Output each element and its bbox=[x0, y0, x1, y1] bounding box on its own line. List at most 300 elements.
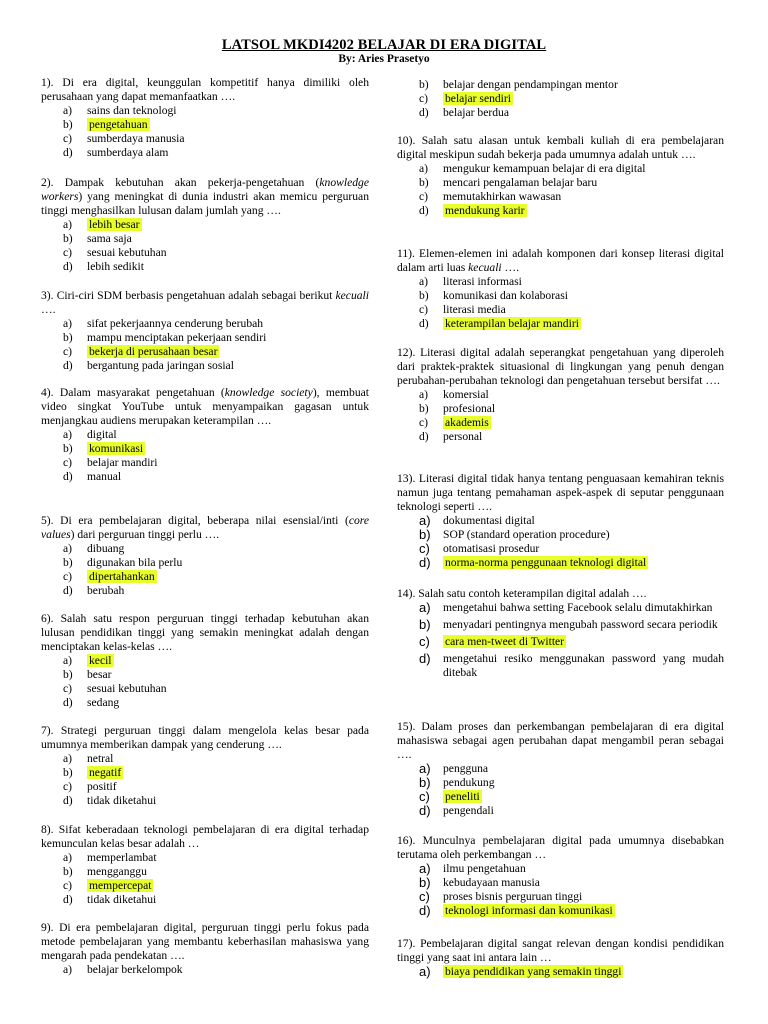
question-number: 7). bbox=[41, 724, 54, 737]
option-label: literasi media bbox=[443, 303, 506, 316]
option-letter: d) bbox=[63, 359, 73, 372]
option-text-highlighted bbox=[87, 766, 369, 780]
option-text bbox=[87, 246, 369, 260]
option-label: memutakhirkan wawasan bbox=[443, 190, 562, 203]
option-letter: c) bbox=[419, 634, 430, 649]
answer-option[interactable] bbox=[63, 470, 369, 484]
answer-option[interactable] bbox=[419, 78, 724, 92]
answer-option[interactable] bbox=[419, 601, 724, 615]
option-label: besar bbox=[87, 668, 112, 681]
option-letter: c) bbox=[63, 682, 73, 695]
option-label: otomatisasi prosedur bbox=[443, 542, 540, 555]
option-text bbox=[87, 865, 369, 879]
question-block bbox=[41, 289, 369, 373]
option-label: lebih sedikit bbox=[87, 260, 144, 273]
option-label: digunakan bila perlu bbox=[87, 556, 183, 569]
option-text bbox=[443, 176, 724, 190]
option-label: sama saja bbox=[87, 232, 132, 245]
option-text bbox=[87, 668, 369, 682]
answer-option[interactable] bbox=[63, 246, 369, 260]
question-text bbox=[41, 76, 369, 104]
answer-option[interactable] bbox=[63, 865, 369, 879]
option-label: pengetahuan bbox=[89, 118, 148, 131]
answer-option[interactable] bbox=[419, 965, 724, 979]
question-text bbox=[41, 724, 369, 752]
option-letter: b) bbox=[419, 527, 431, 542]
option-label: biaya pendidikan yang semakin tinggi bbox=[445, 965, 622, 978]
option-letter: c) bbox=[63, 345, 73, 358]
option-text bbox=[443, 542, 724, 556]
option-letter: c) bbox=[63, 246, 73, 259]
question-text bbox=[397, 587, 724, 601]
question-block bbox=[41, 724, 369, 808]
answer-option[interactable] bbox=[419, 790, 724, 804]
answer-option[interactable] bbox=[63, 317, 369, 331]
answer-option[interactable] bbox=[63, 682, 369, 696]
answer-option[interactable] bbox=[419, 275, 724, 289]
option-letter: b) bbox=[419, 775, 431, 790]
option-label: sesuai kebutuhan bbox=[87, 682, 167, 695]
answer-option[interactable] bbox=[419, 762, 724, 776]
option-label: pengguna bbox=[443, 762, 489, 775]
option-label: netral bbox=[87, 752, 114, 765]
option-letter: a) bbox=[63, 654, 73, 667]
option-label: mengukur kemampuan belajar di era digital bbox=[443, 162, 646, 175]
answer-option[interactable] bbox=[419, 528, 724, 542]
option-label: norma-norma penggunaan teknologi digital bbox=[445, 556, 647, 569]
option-letter: d) bbox=[419, 803, 431, 818]
question-number: 8). bbox=[41, 823, 54, 836]
option-letter: a) bbox=[63, 752, 73, 765]
option-text bbox=[443, 190, 724, 204]
option-text bbox=[87, 780, 369, 794]
question-number: 15). bbox=[397, 720, 416, 733]
answer-option[interactable] bbox=[419, 430, 724, 444]
option-letter: d) bbox=[419, 903, 431, 918]
option-text-highlighted bbox=[443, 790, 724, 804]
option-text bbox=[443, 862, 724, 876]
question-stem: Dalam proses dan perkembangan pembelajaran di era digital mahasiswa sebagai agen perubahan dapat mengambil peran sebagai …. bbox=[397, 720, 724, 761]
option-letter: a) bbox=[419, 162, 429, 175]
question-block bbox=[397, 472, 724, 570]
option-text-highlighted bbox=[443, 965, 724, 979]
option-text bbox=[443, 890, 724, 904]
question-block bbox=[397, 937, 724, 979]
option-text bbox=[443, 762, 724, 776]
option-letter: b) bbox=[63, 766, 73, 779]
option-text bbox=[87, 331, 369, 345]
question-number: 17). bbox=[397, 937, 416, 950]
option-letter: d) bbox=[419, 204, 429, 217]
question-text bbox=[41, 176, 369, 218]
option-label: sesuai kebutuhan bbox=[87, 246, 167, 259]
option-letter: a) bbox=[63, 317, 73, 330]
question-number: 2). bbox=[41, 176, 54, 189]
question-text bbox=[41, 921, 369, 963]
option-label: dipertahankan bbox=[89, 570, 155, 583]
option-label: tidak diketahui bbox=[87, 893, 157, 906]
option-letter: c) bbox=[419, 789, 430, 804]
option-letter: b) bbox=[63, 865, 73, 878]
option-label: positif bbox=[87, 780, 117, 793]
option-letter: d) bbox=[63, 146, 73, 159]
option-text bbox=[87, 851, 369, 865]
option-label: pengendali bbox=[443, 804, 494, 817]
answer-option[interactable] bbox=[63, 359, 369, 373]
option-label: bergantung pada jaringan sosial bbox=[87, 359, 234, 372]
option-text-highlighted bbox=[443, 92, 724, 106]
option-label: sains dan teknologi bbox=[87, 104, 177, 117]
option-label: sedang bbox=[87, 696, 120, 709]
option-label: manual bbox=[87, 470, 122, 483]
option-letter: b) bbox=[63, 118, 73, 131]
question-stem: Dalam masyarakat pengetahuan ( bbox=[59, 386, 225, 399]
option-label: lebih besar bbox=[89, 218, 140, 231]
option-letter: c) bbox=[419, 303, 429, 316]
option-letter: d) bbox=[63, 470, 73, 483]
question-text bbox=[41, 386, 369, 428]
option-text-highlighted bbox=[443, 204, 724, 218]
question-block bbox=[41, 921, 369, 977]
answer-option[interactable] bbox=[419, 556, 724, 570]
option-letter: d) bbox=[419, 555, 431, 570]
question-block bbox=[397, 78, 724, 120]
option-letter: b) bbox=[419, 875, 431, 890]
question-block bbox=[397, 834, 724, 918]
option-text bbox=[443, 876, 724, 890]
answer-option[interactable] bbox=[419, 862, 724, 876]
option-label: keterampilan belajar mandiri bbox=[445, 317, 579, 330]
option-text bbox=[87, 428, 369, 442]
option-label: komunikasi dan kolaborasi bbox=[443, 289, 568, 302]
option-text bbox=[87, 317, 369, 331]
question-stem-italic: kecuali bbox=[335, 289, 369, 302]
option-letter: b) bbox=[63, 232, 73, 245]
option-text bbox=[87, 963, 369, 977]
answer-option[interactable] bbox=[419, 618, 724, 632]
answer-option[interactable] bbox=[63, 794, 369, 808]
question-block bbox=[397, 134, 724, 218]
option-letter: c) bbox=[63, 780, 73, 793]
question-stem: …. bbox=[501, 261, 520, 274]
question-stem: ) yang meningkat di dunia industri akan memicu perguruan tinggi menghasilkan lulusan dalam jumlah yang …. bbox=[41, 190, 369, 217]
option-label: digital bbox=[87, 428, 117, 441]
option-label: dokumentasi digital bbox=[443, 514, 535, 527]
question-text bbox=[397, 247, 724, 275]
option-label: profesional bbox=[443, 402, 496, 415]
question-stem: Literasi digital tidak hanya tentang penguasaan kemahiran teknis namun juga tentang pemahaman aspek-aspek di seputar penggunaan teknologi seperti …. bbox=[397, 472, 725, 513]
answer-option[interactable] bbox=[63, 780, 369, 794]
answer-option[interactable] bbox=[63, 851, 369, 865]
answer-option[interactable] bbox=[419, 542, 724, 556]
answer-option[interactable] bbox=[419, 289, 724, 303]
option-label: peneliti bbox=[445, 790, 480, 803]
question-block bbox=[41, 514, 369, 598]
option-text bbox=[443, 618, 724, 632]
option-text-highlighted bbox=[87, 570, 369, 584]
option-label: belajar dengan pendampingan mentor bbox=[443, 78, 618, 91]
answer-option[interactable] bbox=[63, 345, 369, 359]
option-text bbox=[87, 696, 369, 710]
option-text-highlighted bbox=[87, 442, 369, 456]
answer-option[interactable] bbox=[419, 176, 724, 190]
question-text bbox=[41, 514, 369, 542]
question-text bbox=[41, 612, 369, 654]
question-stem: …. bbox=[41, 303, 56, 316]
option-text-highlighted bbox=[443, 556, 724, 570]
question-number: 11). bbox=[397, 247, 415, 260]
option-letter: d) bbox=[63, 584, 73, 597]
option-label: sumberdaya alam bbox=[87, 146, 169, 159]
answer-option[interactable] bbox=[419, 204, 724, 218]
option-letter: a) bbox=[419, 600, 431, 615]
option-letter: a) bbox=[63, 428, 73, 441]
option-label: mencari pengalaman belajar baru bbox=[443, 176, 598, 189]
question-number: 3). bbox=[41, 289, 54, 302]
question-text bbox=[397, 937, 724, 965]
option-text-highlighted bbox=[87, 218, 369, 232]
option-text bbox=[87, 146, 369, 160]
question-stem: Literasi digital adalah seperangkat pengetahuan yang diperoleh dari praktek-praktek situasional di lingkungan yang penuh dengan perubahan-perubahan teknologi dan pengetahuan tersebut bersifat …. bbox=[397, 346, 724, 387]
question-block bbox=[41, 176, 369, 274]
option-letter: a) bbox=[419, 861, 431, 876]
option-text bbox=[87, 359, 369, 373]
answer-option[interactable] bbox=[419, 652, 724, 680]
option-letter: b) bbox=[63, 442, 73, 455]
option-text bbox=[443, 430, 724, 444]
answer-option[interactable] bbox=[419, 388, 724, 402]
question-stem-italic: knowledge workers bbox=[41, 176, 369, 203]
question-stem: ), membuat video singkat YouTube untuk menyampaikan gagasan untuk menjangkau audiens merupakan keterampilan …. bbox=[41, 386, 369, 427]
question-number: 5). bbox=[41, 514, 54, 527]
option-letter: c) bbox=[419, 92, 429, 105]
option-letter: d) bbox=[63, 794, 73, 807]
answer-option[interactable] bbox=[63, 456, 369, 470]
option-text bbox=[87, 584, 369, 598]
option-text bbox=[443, 804, 724, 818]
option-letter: b) bbox=[63, 331, 73, 344]
answer-option[interactable] bbox=[63, 654, 369, 668]
option-text bbox=[87, 132, 369, 146]
answer-option[interactable] bbox=[419, 402, 724, 416]
question-number: 16). bbox=[397, 834, 416, 847]
option-label: literasi informasi bbox=[443, 275, 522, 288]
option-text bbox=[443, 652, 724, 680]
question-stem: Pembelajaran digital sangat relevan dengan kondisi pendidikan tinggi yang saat ini antara lain … bbox=[397, 937, 724, 964]
answer-option[interactable] bbox=[63, 260, 369, 274]
option-text bbox=[443, 776, 724, 790]
answer-option[interactable] bbox=[63, 584, 369, 598]
option-label: memperlambat bbox=[87, 851, 157, 864]
question-stem: Salah satu alasan untuk kembali kuliah di era pembelajaran digital meskipun sudah bekerja pada umumnya adalah untuk …. bbox=[397, 134, 724, 161]
option-text-highlighted bbox=[87, 118, 369, 132]
question-stem: Salah satu contoh keterampilan digital adalah …. bbox=[418, 587, 647, 600]
option-letter: c) bbox=[419, 190, 429, 203]
option-text bbox=[87, 470, 369, 484]
option-letter: a) bbox=[63, 851, 73, 864]
option-label: mengetahui resiko menggunakan password yang mudah ditebak bbox=[443, 652, 724, 679]
option-letter: d) bbox=[63, 696, 73, 709]
question-block bbox=[41, 823, 369, 907]
answer-option[interactable] bbox=[419, 317, 724, 331]
question-text bbox=[397, 834, 724, 862]
option-text bbox=[87, 542, 369, 556]
answer-option[interactable] bbox=[419, 303, 724, 317]
answer-option[interactable] bbox=[63, 331, 369, 345]
option-letter: a) bbox=[419, 964, 431, 979]
answer-option[interactable] bbox=[419, 514, 724, 528]
document-author: By: Aries Prasetyo bbox=[338, 53, 430, 65]
question-block bbox=[397, 720, 724, 818]
answer-option[interactable] bbox=[419, 804, 724, 818]
option-letter: c) bbox=[419, 889, 430, 904]
option-letter: b) bbox=[63, 556, 73, 569]
option-letter: d) bbox=[63, 260, 73, 273]
option-label: mengetahui bahwa setting Facebook selalu dimutakhirkan bbox=[443, 601, 713, 614]
option-letter: b) bbox=[419, 176, 429, 189]
answer-option[interactable] bbox=[63, 442, 369, 456]
option-label: belajar berdua bbox=[443, 106, 509, 119]
answer-option[interactable] bbox=[63, 696, 369, 710]
option-letter: d) bbox=[419, 317, 429, 330]
answer-option[interactable] bbox=[63, 556, 369, 570]
option-label: mempercepat bbox=[89, 879, 152, 892]
question-block bbox=[397, 587, 724, 683]
answer-option[interactable] bbox=[419, 635, 724, 649]
option-text bbox=[443, 275, 724, 289]
option-letter: a) bbox=[63, 542, 73, 555]
option-text-highlighted bbox=[87, 654, 369, 668]
question-text bbox=[397, 720, 724, 762]
answer-option[interactable] bbox=[63, 428, 369, 442]
question-number: 12). bbox=[397, 346, 416, 359]
option-label: personal bbox=[443, 430, 483, 443]
question-number: 14). bbox=[397, 587, 416, 600]
option-text-highlighted bbox=[443, 635, 724, 649]
answer-option[interactable] bbox=[63, 218, 369, 232]
answer-option[interactable] bbox=[63, 893, 369, 907]
option-letter: d) bbox=[419, 430, 429, 443]
answer-option[interactable] bbox=[419, 876, 724, 890]
option-text bbox=[443, 303, 724, 317]
answer-option[interactable] bbox=[419, 416, 724, 430]
option-letter: d) bbox=[419, 651, 431, 666]
option-label: mampu menciptakan pekerjaan sendiri bbox=[87, 331, 267, 344]
answer-option[interactable] bbox=[63, 879, 369, 893]
option-label: belajar sendiri bbox=[445, 92, 511, 105]
question-text bbox=[41, 289, 369, 317]
option-label: kecil bbox=[89, 654, 112, 667]
answer-option[interactable] bbox=[419, 904, 724, 918]
option-text bbox=[443, 528, 724, 542]
option-text bbox=[443, 601, 724, 615]
answer-option[interactable] bbox=[63, 963, 369, 977]
option-text bbox=[87, 104, 369, 118]
option-letter: a) bbox=[419, 275, 429, 288]
option-text-highlighted bbox=[443, 317, 724, 331]
option-text bbox=[87, 260, 369, 274]
option-letter: b) bbox=[419, 78, 429, 91]
answer-option[interactable] bbox=[419, 890, 724, 904]
option-label: menyadari pentingnya mengubah password secara periodik bbox=[443, 618, 718, 631]
question-stem: Salah satu respon perguruan tinggi terhadap kebutuhan akan lulusan pendidikan tinggi yang semakin meningkat adalah dengan menciptakan kelas-kelas …. bbox=[41, 612, 369, 653]
option-letter: b) bbox=[419, 617, 431, 632]
option-text-highlighted bbox=[87, 345, 369, 359]
question-block bbox=[41, 386, 369, 484]
answer-option[interactable] bbox=[63, 752, 369, 766]
answer-option[interactable] bbox=[63, 542, 369, 556]
option-label: mendukung karir bbox=[445, 204, 525, 217]
answer-option[interactable] bbox=[63, 232, 369, 246]
question-block bbox=[41, 76, 369, 160]
option-text bbox=[443, 162, 724, 176]
option-label: proses bisnis perguruan tinggi bbox=[443, 890, 583, 903]
question-stem: Munculnya pembelajaran digital pada umumnya disebabkan terutama oleh perkembangan … bbox=[397, 834, 724, 861]
question-block bbox=[41, 612, 369, 710]
option-label: cara men-tweet di Twitter bbox=[445, 635, 565, 648]
question-stem: Di era pembelajaran digital, perguruan tinggi perlu fokus pada metode pembelajaran yang membantu keberhasilan mahasiswa yang mengarah pada pendekatan …. bbox=[41, 921, 369, 962]
question-number: 1). bbox=[41, 76, 54, 89]
question-stem-italic: core values bbox=[41, 514, 369, 541]
answer-option[interactable] bbox=[63, 118, 369, 132]
question-stem: ) dari perguruan tinggi perlu …. bbox=[70, 528, 220, 541]
question-text bbox=[397, 134, 724, 162]
option-letter: c) bbox=[63, 456, 73, 469]
option-letter: b) bbox=[419, 289, 429, 302]
option-label: komunikasi bbox=[89, 442, 144, 455]
answer-option[interactable] bbox=[419, 190, 724, 204]
option-letter: a) bbox=[419, 388, 429, 401]
option-letter: c) bbox=[63, 879, 73, 892]
option-label: akademis bbox=[445, 416, 489, 429]
question-text bbox=[397, 472, 724, 514]
option-text bbox=[87, 456, 369, 470]
option-label: tidak diketahui bbox=[87, 794, 157, 807]
option-label: teknologi informasi dan komunikasi bbox=[445, 904, 613, 917]
answer-option[interactable] bbox=[419, 106, 724, 120]
option-label: SOP (standard operation procedure) bbox=[443, 528, 610, 541]
option-letter: a) bbox=[419, 513, 431, 528]
option-label: belajar berkelompok bbox=[87, 963, 183, 976]
answer-option[interactable] bbox=[63, 668, 369, 682]
answer-option[interactable] bbox=[63, 104, 369, 118]
question-number: 4). bbox=[41, 386, 54, 399]
option-text bbox=[443, 514, 724, 528]
option-text bbox=[443, 402, 724, 416]
option-letter: c) bbox=[419, 541, 430, 556]
question-text bbox=[41, 823, 369, 851]
answer-option[interactable] bbox=[63, 132, 369, 146]
question-stem: Sifat keberadaan teknologi pembelajaran di era digital terhadap kemunculan kelas besar adalah … bbox=[41, 823, 369, 850]
option-text bbox=[87, 682, 369, 696]
option-letter: c) bbox=[63, 132, 73, 145]
answer-option[interactable] bbox=[419, 162, 724, 176]
question-text bbox=[397, 346, 724, 388]
answer-option[interactable] bbox=[63, 570, 369, 584]
option-letter: b) bbox=[63, 668, 73, 681]
question-block bbox=[397, 247, 724, 331]
answer-option[interactable] bbox=[63, 146, 369, 160]
option-letter: d) bbox=[63, 893, 73, 906]
question-number: 10). bbox=[397, 134, 416, 147]
answer-option[interactable] bbox=[63, 766, 369, 780]
question-stem: Di era pembelajaran digital, beberapa nilai esensial/inti ( bbox=[60, 514, 349, 527]
answer-option[interactable] bbox=[419, 776, 724, 790]
question-stem-italic: kecuali bbox=[468, 261, 502, 274]
option-text bbox=[87, 556, 369, 570]
option-text bbox=[87, 232, 369, 246]
answer-option[interactable] bbox=[419, 92, 724, 106]
